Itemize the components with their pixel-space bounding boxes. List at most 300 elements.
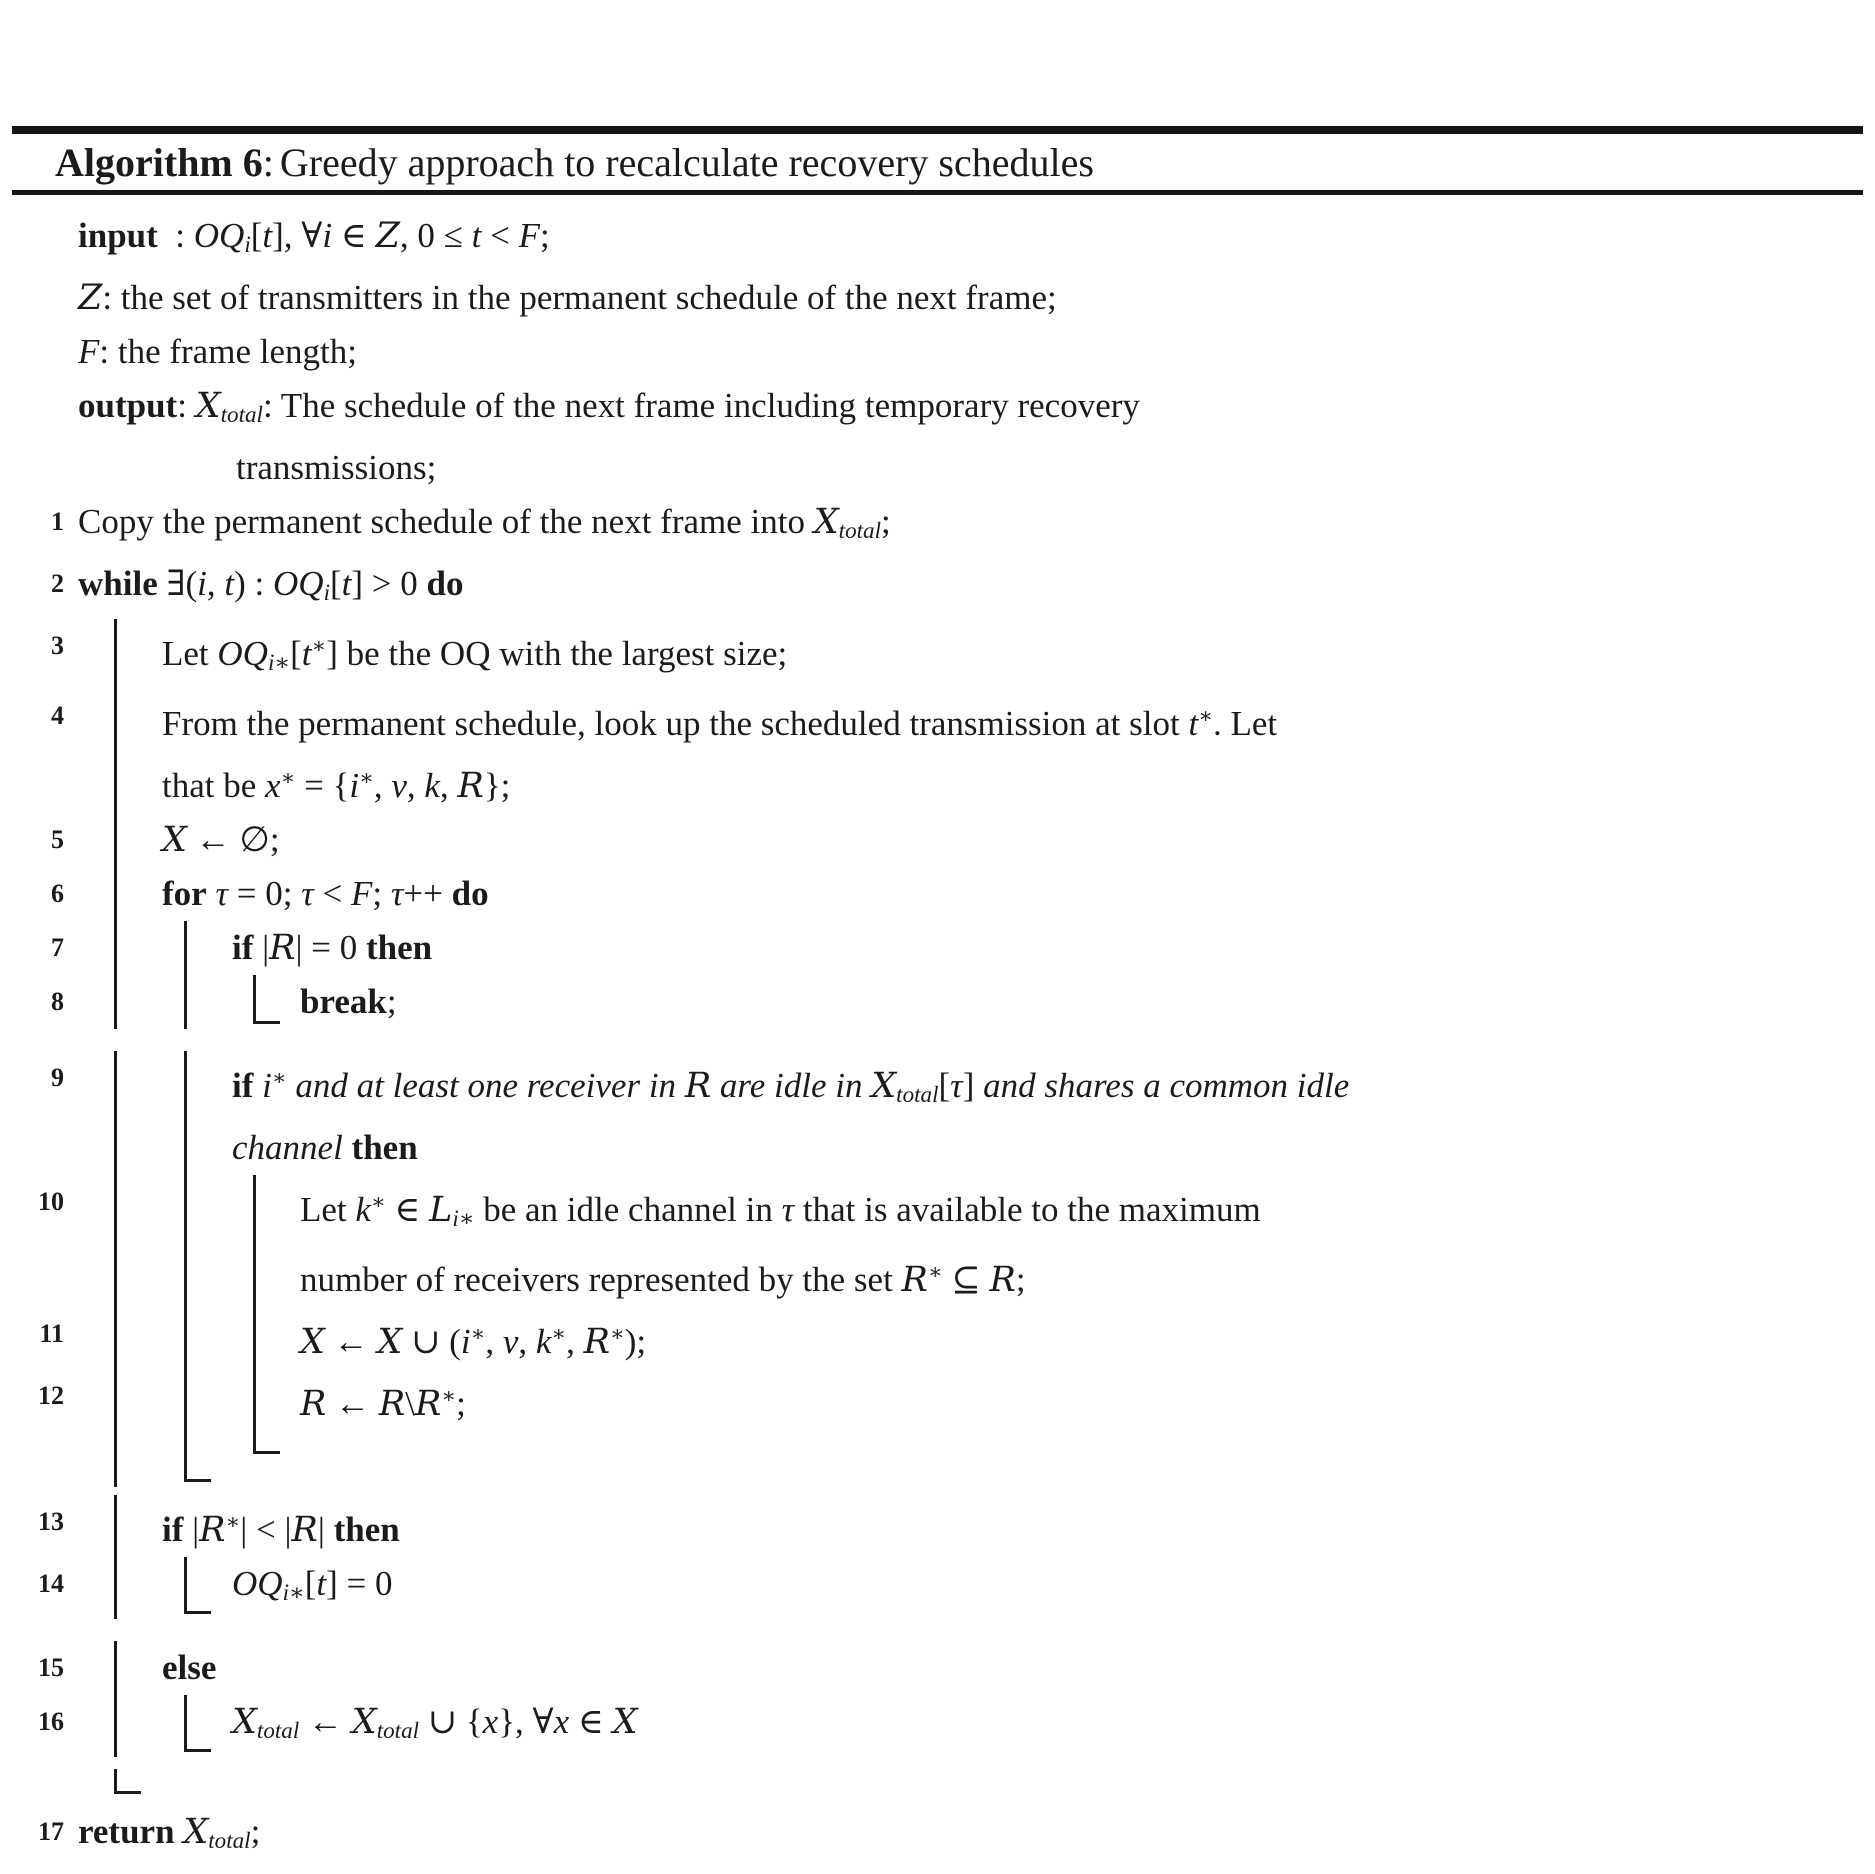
text-segment: if — [232, 928, 254, 968]
text-segment: t — [341, 564, 352, 604]
text-segment: L — [429, 1190, 453, 1231]
block-bar-level-2 — [184, 1369, 187, 1431]
block-bar-level-1 — [114, 689, 117, 751]
text-segment: ) : — [234, 564, 273, 604]
text-segment: X — [300, 1322, 325, 1362]
text-segment: : The schedule of the next frame including temporary recovery — [262, 386, 1140, 426]
text-segment: ∗ — [1198, 704, 1213, 729]
text-segment: ← — [324, 1322, 378, 1361]
text-segment: R — [300, 1383, 327, 1424]
output-spec-cont — [0, 441, 1875, 495]
line-4-cont — [0, 751, 1875, 813]
text-segment: [ — [329, 564, 342, 604]
line-number: 5 — [51, 825, 64, 855]
line-content — [70, 1121, 1875, 1175]
text-segment: t — [316, 1563, 327, 1603]
line-content — [70, 1245, 1875, 1307]
line-number — [0, 1769, 70, 1799]
line-number — [0, 209, 70, 271]
text-segment: ] = 0 — [326, 1563, 393, 1603]
text-segment: ; — [881, 502, 891, 542]
text-segment: ← ∅; — [186, 820, 280, 860]
text-segment: ∪ { — [419, 1701, 483, 1741]
text-segment: , — [406, 766, 425, 806]
text-segment: channel — [232, 1128, 343, 1168]
line-content — [70, 1769, 1875, 1799]
text-segment: , — [439, 766, 458, 806]
block-bar-level-2 — [184, 1431, 187, 1459]
line-17 — [0, 1805, 1875, 1867]
text-segment: t — [262, 216, 273, 255]
line-content — [70, 441, 1875, 495]
text-segment: R — [199, 1509, 226, 1550]
text-segment: | < | — [240, 1509, 292, 1549]
line-number: 4 — [51, 701, 64, 731]
line-content — [70, 813, 1875, 867]
line-content — [70, 1175, 1875, 1245]
text-segment: R — [457, 766, 484, 807]
line-13 — [0, 1495, 1875, 1557]
text-segment: total — [896, 1081, 939, 1108]
line-content — [70, 619, 1875, 689]
block-bar-level-2 — [184, 1051, 187, 1121]
line-content — [70, 1307, 1875, 1369]
line-content — [70, 209, 1875, 271]
text-segment: v — [502, 1322, 519, 1361]
block-bar-level-1 — [114, 1245, 117, 1307]
text-segment: ∗ — [927, 1260, 943, 1285]
line-10 — [0, 1175, 1875, 1245]
text-segment: R — [378, 1383, 406, 1424]
block-end-foot-level-3 — [253, 1451, 280, 1454]
block-end-foot-level-3 — [253, 1021, 280, 1024]
line-content — [70, 975, 1875, 1029]
text-segment: R — [414, 1383, 442, 1424]
text-segment: return — [78, 1812, 175, 1851]
text-segment — [253, 1066, 262, 1105]
text-segment: }, ∀ — [498, 1701, 554, 1741]
text-segment: ∗ — [610, 1322, 625, 1347]
text-segment: ); — [624, 1322, 647, 1361]
block-bar-level-2 — [184, 1121, 187, 1175]
text-segment: ∀ — [301, 216, 323, 255]
line-content — [70, 867, 1875, 921]
text-segment: \ — [405, 1383, 415, 1423]
text-segment: R — [291, 1509, 318, 1550]
text-segment: , — [373, 766, 392, 806]
text-segment: ⊆ — [942, 1260, 990, 1300]
line-number — [0, 1459, 70, 1487]
text-segment: k — [535, 1322, 552, 1361]
line-content — [70, 1051, 1875, 1121]
text-segment: τ — [390, 874, 404, 914]
text-segment: and shares a common idle — [983, 1066, 1350, 1106]
line-content — [70, 495, 1875, 557]
text-segment: ∗ — [551, 1322, 567, 1347]
text-segment: ∗ — [441, 1384, 457, 1408]
line-2 — [0, 557, 1875, 619]
block-end-foot-level-1 — [114, 1791, 141, 1794]
line-7 — [0, 921, 1875, 975]
block-bar-level-3 — [253, 1369, 256, 1431]
text-segment: Copy the permanent schedule of the next frame into — [78, 502, 814, 542]
text-segment: τ — [215, 874, 228, 914]
block-bar-level-1 — [114, 1175, 117, 1245]
block-bar-level-1 — [114, 1557, 117, 1619]
text-segment: R — [269, 928, 296, 969]
text-segment: F — [518, 216, 540, 255]
line-number: 11 — [39, 1319, 64, 1349]
line-number: 6 — [51, 879, 64, 909]
line-number: 17 — [38, 1817, 64, 1846]
text-segment: : — [157, 216, 194, 255]
text-segment: ← — [326, 1383, 379, 1423]
text-segment: < — [481, 216, 519, 255]
line-number: 1 — [51, 507, 64, 537]
text-segment: OQ — [232, 1563, 283, 1603]
text-segment: R — [583, 1322, 611, 1362]
text-segment: then — [366, 928, 433, 968]
text-segment: while — [78, 564, 158, 604]
text-segment: From the permanent schedule, look up the scheduled transmission at slot — [162, 704, 1189, 744]
text-segment: ∗ — [280, 766, 296, 791]
text-segment: i — [244, 231, 251, 258]
text-segment: i — [323, 579, 330, 606]
algorithm-body — [0, 195, 1875, 1867]
block-bar-level-3 — [253, 1175, 256, 1245]
text-segment: : the frame length; — [99, 332, 357, 372]
block-end-foot-level-2 — [184, 1749, 211, 1752]
line-number: 12 — [38, 1381, 64, 1410]
text-segment: and at least one receiver in — [286, 1066, 685, 1106]
text-segment: ← — [299, 1701, 352, 1741]
line-1 — [0, 495, 1875, 557]
block-end-foot-level-2 — [184, 1479, 211, 1482]
block-bar-level-3 — [253, 1245, 256, 1307]
text-segment: ] be the OQ with the largest size; — [326, 634, 788, 674]
text-segment — [343, 1128, 352, 1167]
text-segment: | = 0 — [295, 928, 367, 968]
block-bar-level-1 — [114, 1431, 117, 1459]
line-content — [70, 1459, 1875, 1487]
line-8 — [0, 975, 1875, 1041]
line-number: 13 — [38, 1506, 64, 1536]
block-bar-level-1 — [114, 1695, 117, 1757]
text-segment: input — [78, 216, 158, 255]
block-bar-level-1 — [114, 1459, 117, 1487]
text-segment: then — [333, 1509, 400, 1549]
line-content — [70, 1369, 1875, 1431]
block-bar-level-2 — [184, 1695, 187, 1752]
algorithm-title-separator: : — [262, 139, 274, 185]
line-content — [70, 271, 1875, 325]
text-segment: t — [471, 216, 482, 255]
text-segment: ] > 0 — [351, 564, 427, 604]
text-segment: ] — [962, 1066, 984, 1106]
text-segment: , — [518, 1322, 536, 1361]
text-segment: i — [197, 564, 207, 604]
text-segment: ∗ — [470, 1322, 486, 1347]
text-segment: = { — [295, 766, 350, 806]
text-segment: i — [322, 216, 333, 255]
text-segment: x — [265, 766, 281, 806]
block-bar-level-1 — [114, 975, 117, 1029]
text-segment: , — [206, 564, 225, 604]
block-bar-level-3 — [253, 975, 256, 1024]
line-15 — [0, 1641, 1875, 1695]
block-bar-level-1 — [114, 867, 117, 921]
block-bar-level-1 — [114, 1495, 117, 1557]
text-segment: v — [391, 766, 407, 806]
text-segment: x — [482, 1701, 499, 1741]
text-segment: i∗ — [267, 649, 291, 676]
text-segment: transmissions; — [236, 448, 437, 488]
text-segment: , — [485, 1322, 503, 1361]
block-bar-level-1 — [114, 1051, 117, 1121]
text-segment: | — [183, 1509, 200, 1549]
text-segment: | — [253, 928, 270, 968]
text-segment: t — [301, 634, 312, 674]
text-segment: Z — [375, 216, 400, 256]
text-segment: Let — [300, 1190, 356, 1230]
text-segment: Z — [78, 278, 103, 319]
line-number: 2 — [51, 569, 64, 599]
block-bar-level-1 — [114, 921, 117, 975]
text-segment: break — [300, 982, 387, 1022]
line-16 — [0, 1695, 1875, 1769]
text-segment: i — [262, 1066, 272, 1106]
text-segment: ∗ — [359, 766, 374, 791]
text-segment: i∗ — [282, 1578, 305, 1605]
line-content — [70, 921, 1875, 975]
closer-while — [0, 1769, 1875, 1799]
block-bar-level-2 — [184, 1175, 187, 1245]
text-segment: [ — [290, 634, 302, 674]
line-content — [70, 557, 1875, 619]
text-segment: i — [460, 1322, 471, 1361]
block-bar-level-2 — [184, 1557, 187, 1614]
text-segment: τ — [781, 1190, 795, 1230]
text-segment: X — [162, 820, 187, 861]
text-segment: ], — [272, 216, 302, 255]
text-segment: ∈ — [385, 1190, 430, 1230]
text-segment: X — [183, 1812, 209, 1852]
text-segment: ; — [250, 1812, 261, 1851]
text-segment: ∈ — [332, 216, 376, 255]
text-segment: F — [78, 332, 100, 372]
text-segment: total — [220, 401, 263, 428]
input-spec — [0, 209, 1875, 271]
text-segment: output — [78, 386, 178, 426]
text-segment: τ — [301, 874, 314, 914]
block-bar-level-1 — [114, 751, 117, 813]
line-number — [0, 441, 70, 495]
top-rule — [12, 126, 1863, 134]
line-content — [70, 325, 1875, 379]
line-number — [0, 325, 70, 379]
text-segment: ∗ — [225, 1509, 241, 1534]
block-bar-level-1 — [114, 1307, 117, 1369]
text-segment: , — [566, 1322, 584, 1361]
block-bar-level-1 — [114, 619, 117, 689]
text-segment: k — [355, 1190, 371, 1230]
text-segment: X — [871, 1066, 897, 1107]
block-bar-level-1 — [114, 813, 117, 867]
text-segment: ∗ — [311, 634, 327, 659]
block-bar-level-3 — [253, 1307, 256, 1369]
text-segment: do — [451, 874, 489, 914]
block-end-foot-level-2 — [184, 1611, 211, 1614]
line-content — [70, 1805, 1875, 1867]
line-number — [0, 271, 70, 325]
block-bar-level-2 — [184, 975, 187, 1029]
block-bar-level-1 — [114, 1369, 117, 1431]
text-segment: ∈ — [569, 1701, 613, 1741]
text-segment: total — [838, 517, 882, 544]
text-segment: [ — [304, 1563, 317, 1603]
algorithm-label: Algorithm 6 — [55, 139, 263, 185]
text-segment: x — [553, 1701, 570, 1741]
input-desc-Z — [0, 271, 1875, 325]
text-segment: ; — [386, 982, 397, 1022]
text-segment: OQ — [193, 216, 245, 255]
line-content — [70, 1641, 1875, 1695]
text-segment — [175, 1812, 184, 1851]
text-segment: for — [162, 874, 207, 914]
text-segment: X — [813, 502, 839, 543]
text-segment: ∪ ( — [402, 1322, 461, 1361]
text-segment: ∗ — [271, 1066, 287, 1091]
text-segment: X — [351, 1701, 377, 1742]
text-segment: if — [162, 1509, 184, 1549]
text-segment: ++ — [403, 874, 452, 914]
text-segment: OQ — [273, 564, 324, 604]
closer-if-9 — [0, 1431, 1875, 1459]
text-segment: that be — [162, 766, 266, 806]
caption-rule — [12, 190, 1863, 195]
line-14 — [0, 1557, 1875, 1631]
line-number: 3 — [51, 631, 64, 661]
text-segment: X — [232, 1701, 257, 1742]
text-segment: ; — [456, 1383, 466, 1423]
line-5 — [0, 813, 1875, 867]
line-content — [70, 751, 1875, 813]
text-segment: then — [351, 1128, 418, 1168]
text-segment: ; — [540, 216, 550, 255]
text-segment: t — [1188, 704, 1199, 744]
line-10-cont — [0, 1245, 1875, 1307]
line-number: 8 — [51, 987, 64, 1017]
text-segment: i∗ — [452, 1205, 475, 1232]
line-number: 7 — [51, 933, 64, 963]
text-segment: are idle in — [711, 1066, 872, 1106]
text-segment: be an idle channel in — [474, 1190, 782, 1230]
line-number: 15 — [38, 1652, 64, 1682]
text-segment: τ — [950, 1066, 963, 1106]
line-6 — [0, 867, 1875, 921]
text-segment: . Let — [1212, 704, 1278, 744]
line-3 — [0, 619, 1875, 689]
text-segment: total — [256, 1717, 300, 1743]
text-segment: ∃( — [157, 564, 198, 604]
text-segment: do — [426, 564, 464, 604]
line-content — [70, 379, 1875, 441]
text-segment: total — [376, 1717, 420, 1743]
text-segment: R — [684, 1066, 712, 1107]
text-segment: X — [195, 386, 221, 427]
text-segment: [ — [250, 216, 263, 255]
block-bar-level-2 — [184, 1307, 187, 1369]
closer-for — [0, 1459, 1875, 1487]
line-number — [0, 1245, 70, 1307]
line-9 — [0, 1051, 1875, 1121]
text-segment: number of receivers represented by the set — [300, 1260, 902, 1300]
line-number — [0, 379, 70, 441]
line-number — [0, 751, 70, 813]
text-segment: X — [377, 1322, 403, 1362]
block-bar-level-2 — [184, 921, 187, 975]
algorithm-figure — [0, 126, 1875, 1874]
line-content — [70, 689, 1875, 751]
line-number: 14 — [38, 1568, 64, 1598]
input-desc-F — [0, 325, 1875, 379]
text-segment: t — [224, 564, 235, 604]
text-segment: OQ — [217, 634, 268, 674]
line-content — [70, 1695, 1875, 1757]
algorithm-caption: Greedy approach to recalculate recovery schedules — [279, 139, 1094, 185]
line-content — [70, 1495, 1875, 1557]
text-segment: = 0; — [227, 874, 302, 914]
line-9-cont — [0, 1121, 1875, 1175]
line-number — [0, 1121, 70, 1175]
text-segment: else — [162, 1647, 217, 1687]
line-content — [70, 1557, 1875, 1619]
text-segment: X — [612, 1701, 638, 1742]
text-segment: , 0 ≤ — [399, 216, 472, 255]
block-bar-level-1 — [114, 1121, 117, 1175]
text-segment: ; — [372, 874, 391, 914]
line-11 — [0, 1307, 1875, 1369]
text-segment: ∗ — [370, 1190, 386, 1215]
output-spec — [0, 379, 1875, 441]
text-segment: R — [989, 1260, 1016, 1301]
text-segment: k — [424, 766, 440, 806]
text-segment: that is available to the maximum — [794, 1190, 1261, 1230]
text-segment: ; — [1015, 1260, 1026, 1300]
text-segment: : — [177, 386, 196, 426]
line-number: 10 — [38, 1187, 64, 1217]
text-segment: Let — [162, 634, 218, 674]
text-segment: R — [901, 1260, 928, 1301]
line-4 — [0, 689, 1875, 751]
text-segment: }; — [483, 766, 511, 806]
text-segment: i — [349, 766, 360, 806]
text-segment: total — [208, 1827, 251, 1854]
text-segment: [ — [938, 1066, 951, 1106]
text-segment: | — [317, 1509, 334, 1549]
block-bar-level-1 — [114, 1641, 117, 1695]
algorithm-title — [0, 134, 1875, 190]
line-12 — [0, 1369, 1875, 1431]
text-segment: if — [232, 1066, 254, 1106]
line-number — [0, 1431, 70, 1459]
text-segment: < — [313, 874, 351, 914]
line-content — [70, 1431, 1875, 1459]
text-segment: F — [350, 874, 373, 914]
line-number: 9 — [51, 1063, 64, 1093]
block-bar-level-2 — [184, 1245, 187, 1307]
line-number: 16 — [38, 1706, 64, 1736]
